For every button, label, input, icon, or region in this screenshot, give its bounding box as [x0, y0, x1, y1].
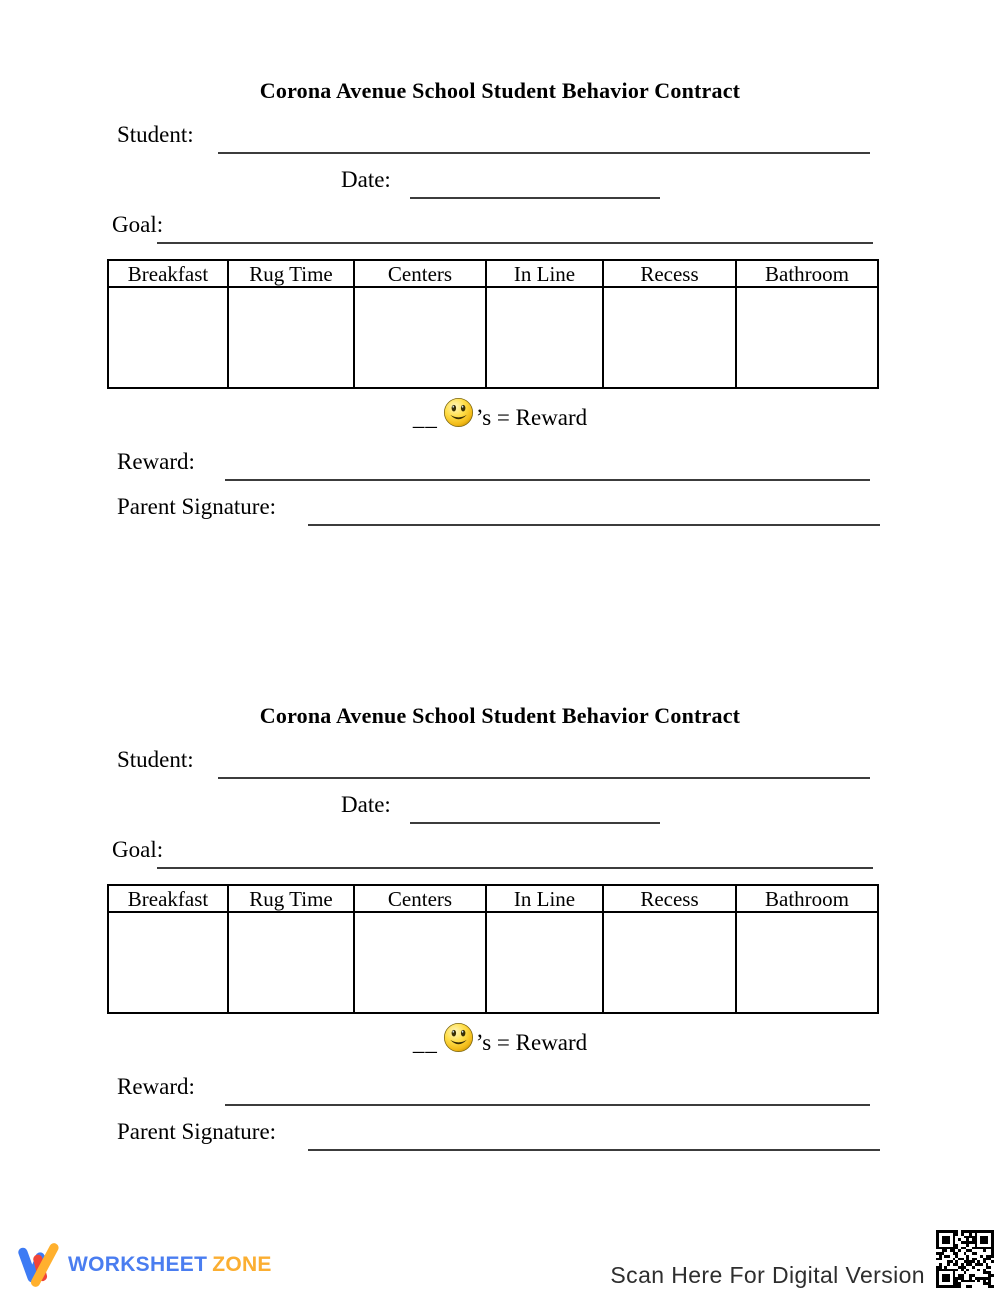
date-label: Date:: [341, 167, 391, 192]
empty-cell: [737, 913, 877, 1012]
logo-text-zone: ZONE: [212, 1253, 272, 1276]
column-header: Bathroom: [737, 886, 877, 913]
behavior-contract-1: [0, 0, 1000, 560]
table-column: [737, 886, 877, 1012]
reward-label: Reward:: [117, 1074, 195, 1099]
column-header: In Line: [487, 261, 602, 288]
empty-cell: [604, 913, 735, 1012]
column-header: Recess: [604, 886, 735, 913]
smiley-reward-line: [0, 1022, 1000, 1056]
smiley-count-blank: __: [412, 1030, 438, 1055]
table-column: [109, 886, 229, 1012]
reward-blank-line: [225, 1080, 870, 1106]
empty-cell: [109, 288, 227, 387]
column-header: Breakfast: [109, 886, 227, 913]
empty-cell: [355, 913, 485, 1012]
behavior-table: [107, 884, 879, 1014]
date-blank-line: [410, 798, 660, 824]
goal-label: Goal:: [112, 837, 164, 862]
table-column: [487, 261, 604, 387]
empty-cell: [737, 288, 877, 387]
table-column: [487, 886, 604, 1012]
table-column: [109, 261, 229, 387]
reward-equation-text: ’s = Reward: [475, 405, 588, 430]
column-header: Rug Time: [229, 886, 353, 913]
student-blank-line: [218, 753, 870, 779]
table-column: [229, 261, 355, 387]
empty-cell: [604, 288, 735, 387]
smiley-reward-line: [0, 397, 1000, 431]
date-label: Date:: [341, 792, 391, 817]
column-header: Recess: [604, 261, 735, 288]
column-header: Breakfast: [109, 261, 227, 288]
empty-cell: [355, 288, 485, 387]
empty-cell: [229, 288, 353, 387]
table-column: [355, 886, 487, 1012]
column-header: Centers: [355, 886, 485, 913]
table-column: [355, 261, 487, 387]
parent-signature-label: Parent Signature:: [117, 1119, 277, 1144]
student-blank-line: [218, 128, 870, 154]
page-title: Corona Avenue School Student Behavior Contract: [259, 78, 741, 103]
student-label: Student:: [117, 122, 194, 147]
table-column: [604, 261, 737, 387]
page-title: Corona Avenue School Student Behavior Contract: [259, 703, 741, 728]
table-column: [604, 886, 737, 1012]
date-blank-line: [410, 173, 660, 199]
qr-code-icon: [934, 1228, 996, 1290]
student-label: Student:: [117, 747, 194, 772]
logo-text-worksheet: WORKSHEET: [68, 1253, 208, 1276]
column-header: Rug Time: [229, 261, 353, 288]
goal-blank-line: [157, 218, 873, 244]
behavior-contract-2: [0, 625, 1000, 1185]
parent-signature-blank-line: [308, 1125, 880, 1151]
smiley-face-icon: [443, 397, 474, 428]
table-column: [737, 261, 877, 387]
column-header: In Line: [487, 886, 602, 913]
smiley-count-blank: __: [412, 405, 438, 430]
empty-cell: [109, 913, 227, 1012]
reward-blank-line: [225, 455, 870, 481]
column-header: Centers: [355, 261, 485, 288]
parent-signature-label: Parent Signature:: [117, 494, 277, 519]
behavior-table: [107, 259, 879, 389]
parent-signature-blank-line: [308, 500, 880, 526]
column-header: Bathroom: [737, 261, 877, 288]
reward-label: Reward:: [117, 449, 195, 474]
goal-label: Goal:: [112, 212, 164, 237]
scan-here-text: Scan Here For Digital Version: [610, 1262, 925, 1288]
smiley-face-icon: [443, 1022, 474, 1053]
goal-blank-line: [157, 843, 873, 869]
empty-cell: [229, 913, 353, 1012]
empty-cell: [487, 913, 602, 1012]
empty-cell: [487, 288, 602, 387]
table-column: [229, 886, 355, 1012]
reward-equation-text: ’s = Reward: [475, 1030, 588, 1055]
